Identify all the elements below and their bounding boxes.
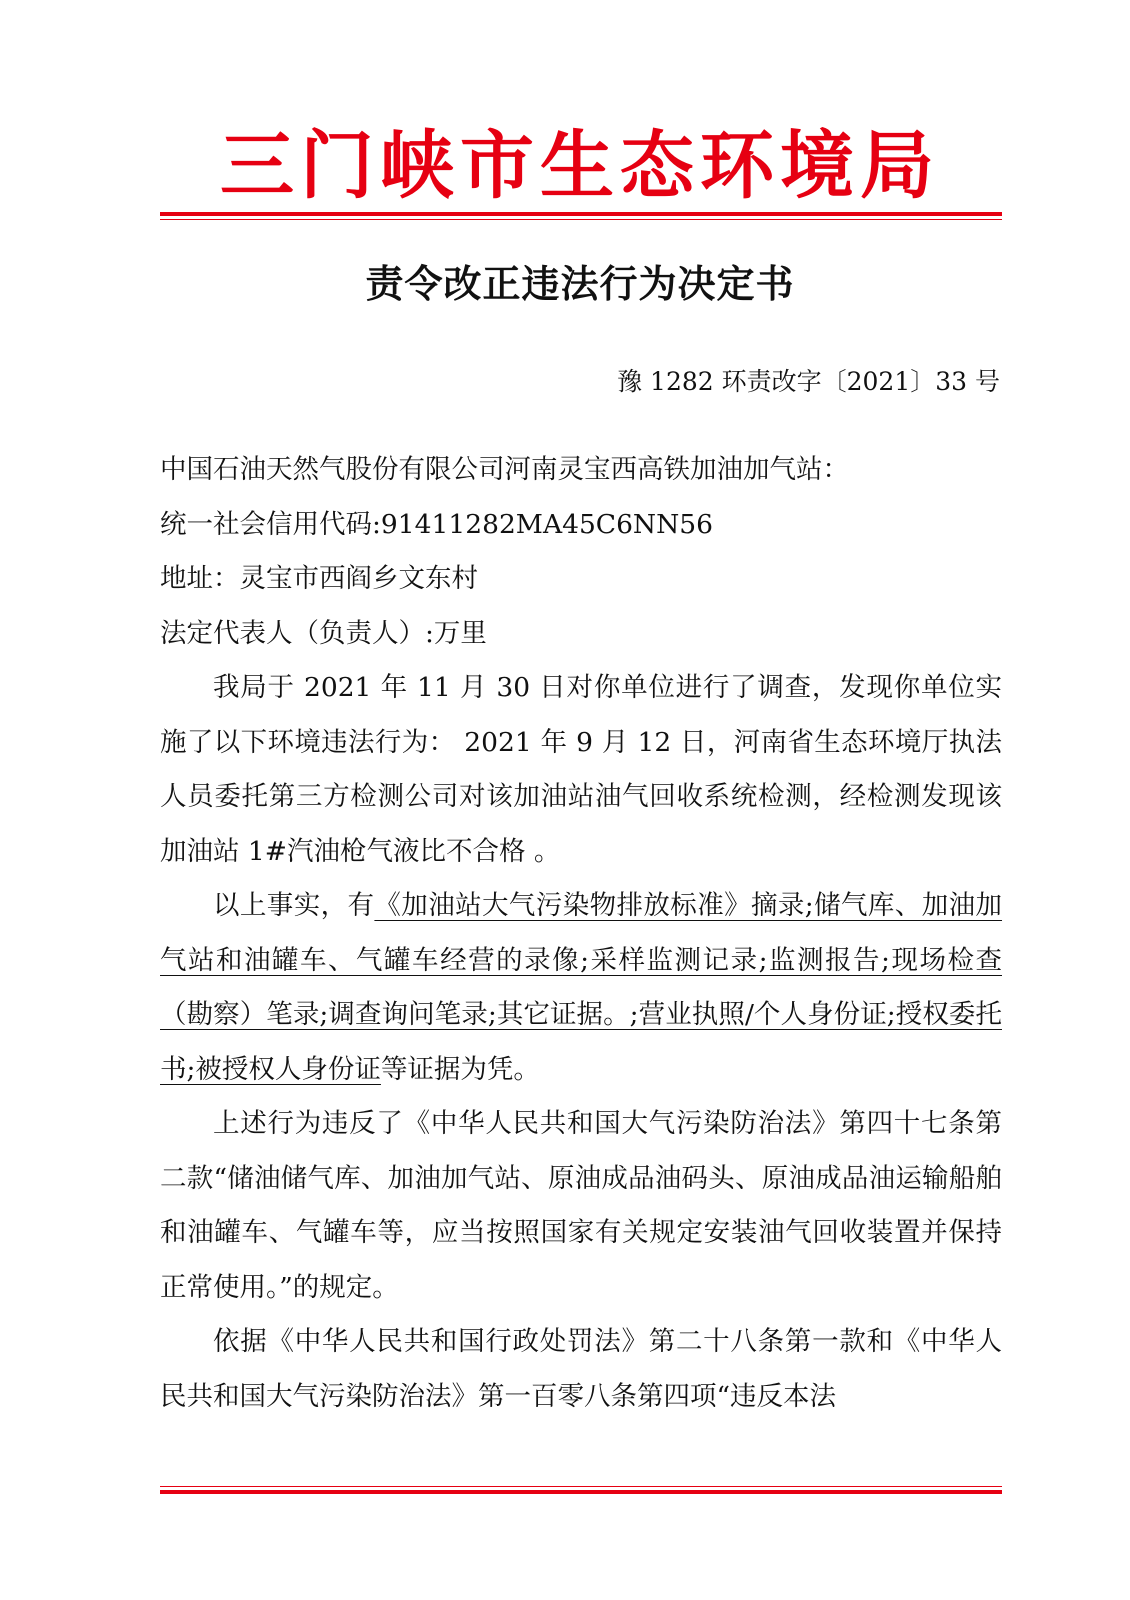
- agency-letterhead: 三门峡市生态环境局: [220, 123, 940, 209]
- basis-paragraph: 依据《中华人民共和国行政处罚法》第二十八条第一款和《中华人民共和国大气污染防治法》第一百零八条第四项“违反本法: [160, 1326, 1002, 1412]
- letterhead-rule-thick: [160, 212, 1002, 216]
- letterhead-rule-thin: [160, 219, 1002, 220]
- recipient-credit-code: 统一社会信用代码:91411282MA45C6NN56: [160, 508, 714, 540]
- evidence-list: 《加油站大气污染物排放标准》摘录;储气库、加油加气站和油罐车、气罐车经营的录像;采样监测记录;监测报告;现场检查（勘察）笔录;调查询问笔录;其它证据。;营业执照/个人身份证;授权委托书;被授权人身份证: [160, 890, 1003, 1085]
- recipient-name: 中国石油天然气股份有限公司河南灵宝西高铁加油加气站：: [160, 454, 849, 485]
- document-number: 豫 1282 环责改字〔2021〕33 号: [617, 367, 1000, 396]
- footer-rule-thick: [160, 1490, 1002, 1494]
- footer-rule-thin: [160, 1486, 1002, 1487]
- recipient-address: 地址：灵宝市西阎乡文东村: [160, 563, 478, 594]
- document-body: [160, 443, 1002, 1424]
- evidence-suffix: 等证据为凭。: [380, 1053, 540, 1085]
- investigation-paragraph: 我局于 2021 年 11 月 30 日对你单位进行了调查，发现你单位实施了以下环境违法行为： 2021 年 9 月 12 日，河南省生态环境厅执法人员委托第三方检测公司对该加油站油气回收系统检测，经检测发现该加油站 1#汽油枪气液比不合格 。: [160, 672, 1002, 867]
- recipient-legal-rep: 法定代表人（负责人）:万里: [160, 617, 487, 649]
- document-title: 责令改正违法行为决定书: [365, 261, 795, 306]
- violation-paragraph: 上述行为违反了《中华人民共和国大气污染防治法》第四十七条第二款“储油储气库、加油加气站、原油成品油码头、原油成品油运输船舶和油罐车、气罐车等，应当按照国家有关规定安装油气回收装置并保持正常使用。”的规定。: [160, 1108, 1002, 1303]
- evidence-prefix: 以上事实，有: [213, 890, 375, 921]
- evidence-paragraph: [160, 879, 1002, 1097]
